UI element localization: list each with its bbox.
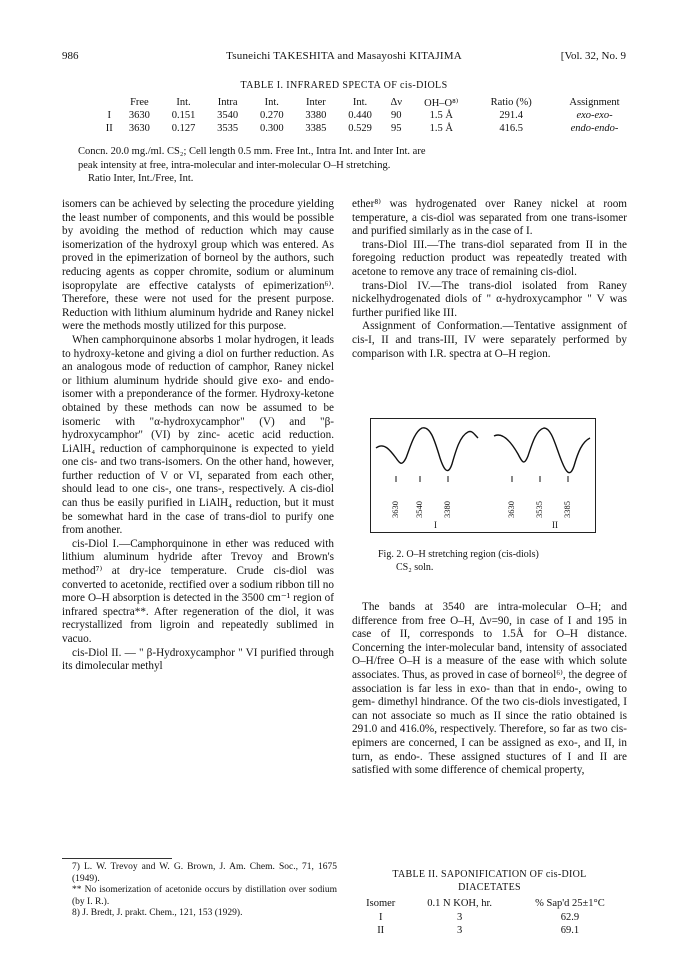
paragraph: Assignment of Conformation.—Tentative assignment of cis-I, II and trans-III, IV were separately performed by comparison with I.R. spectra at O–H region. [352, 320, 627, 360]
peak-label: 3385 [562, 501, 572, 518]
table1-cell: 0.529 [348, 123, 372, 134]
table1-cell: endo-endo- [570, 123, 619, 134]
paragraph: cis-Diol I.—Camphorquinone in ether was reduced with lithium aluminum hydride after Trevoy and Brown's method⁷⁾ at dry-ice temperature. Crude cis-diol was converted to acetonide, rectified over a sodium ribbon till no more O–H absorption is detected in the 3500 cm⁻¹ region of infrared spectra**. After regeneration of the diol, it was recrystallized from ligroin and repeatedly sublimed in vacuo. [62, 537, 334, 645]
table2-cell: 69.1 [560, 925, 580, 937]
table-row [100, 122, 640, 135]
paragraph: isomers can be achieved by selecting the procedure yielding the least number of components, and this would be possible by avoiding the method of reduction which may cause isomerization of the hydroxyl group which was entered. As proved in the epimerization of borneol by the authors, such reducing agents as copper chromite, sodium or aluminum isopropylate are effective catalysts of epimerization⁶⁾. Therefore, these were not used for the present purpose. Reduction with lithium aluminum hydride and Raney nickel were the methods mostly utilized for this purpose. [62, 198, 334, 333]
paragraph: trans-Diol III.—The trans-diol separated from II in the foregoing reduction product was repeatedly treated with acetone to remove any trace of remaining cis-diol. [352, 238, 627, 278]
table1-header-cell: Int. [264, 97, 279, 108]
table1-cell: 3540 [217, 110, 239, 121]
table1-cell: 1.5 Å [429, 123, 453, 134]
table1 [100, 96, 640, 135]
table2-caption [352, 868, 627, 894]
table1-caption: TABLE I. INFRARED SPECTA OF cis-DIOLS [240, 80, 448, 91]
table2-header-cell: 0.1 N KOH, hr. [427, 898, 493, 910]
table1-header-cell: Assignment [569, 97, 620, 108]
table2-header-cell: Isomer [366, 898, 396, 910]
table2-cell: I [378, 911, 383, 923]
volume-info: [Vol. 32, No. 9 [560, 50, 626, 62]
table1-cell: 0.127 [171, 123, 196, 134]
table1-header-cell: OH–O⁸⁾ [424, 97, 459, 109]
page-number: 986 [62, 50, 79, 62]
table2-cell: II [377, 925, 385, 937]
paragraph: The bands at 3540 are intra-molecular O–H; and difference from free O–H, Δν=90, in case of I and 195 in case of II, corresponds to 1.5Å for O–H distance. Concerning the inter-molecular band, intensity of associated O–H/free O–H is a measure of the ease with which solute associates. Thus, as proved in case of borneol⁶⁾, the degree of association is far less in exo- than that in endo-, owing to gem- dimethyl hindrance. Of the two cis-diols investigated, I can not associate so much as II since the ratio obtained is 291.0 and 416.0%, respectively. Therefore, so far as two cis-epimers are concerned, I can be assigned as exo-, and II, in turn, as endo-. These assigned stuctures of I and II are satisfied with some difference of chemical property, [352, 601, 627, 777]
footnotes [62, 862, 337, 920]
table2-cell: 62.9 [560, 911, 580, 923]
table2-header-row [355, 897, 627, 911]
ir-spectrum-figure [370, 418, 596, 533]
table1-cell: 1.5 Å [429, 110, 453, 121]
table1-cell: II [105, 123, 113, 134]
table2-header-cell: % Sap'd 25±1°C [535, 898, 605, 910]
table1-header-cell: Free [130, 97, 149, 108]
left-column [62, 198, 334, 674]
table1-header-cell: Int. [176, 97, 191, 108]
paragraph: trans-Diol IV.—The trans-diol isolated from Raney nickelhydrogenated diols of " α-hydroxycamphor " V was further purified like III. [352, 279, 627, 319]
peak-label: 3630 [506, 501, 516, 518]
table-row [355, 924, 627, 938]
paragraph: cis-Diol II. — " β-Hydroxycamphor " VI purified through its dimolecular methyl [62, 646, 334, 673]
spectrum-curve-II [494, 428, 590, 473]
table1-note-line: Concn. 20.0 mg./ml. CS₂; Cell length 0.5 mm. Free Int., Intra Int. and Inter Int. are [78, 146, 426, 157]
table1-cell: 0.440 [348, 110, 372, 121]
footnote-rule [62, 858, 172, 859]
footnote: ** No isomerization of acetonide occurs by distillation over sodium (by I. R.). [72, 885, 337, 907]
table1-cell: 3385 [305, 123, 327, 134]
figure-caption-line: CS₂ soln. [396, 561, 434, 573]
table1-cell: 95 [390, 123, 402, 134]
table1-cell: 416.5 [499, 123, 523, 134]
table1-cell: I [107, 110, 111, 121]
figure-caption-line: Fig. 2. O–H stretching region (cis-diols) [378, 549, 539, 560]
peak-label: 3535 [534, 501, 544, 518]
peak-label: 3540 [414, 501, 424, 518]
running-title: Tsuneichi TAKESHITA and Masayoshi KITAJIMA [226, 50, 462, 62]
table2-caption-line: TABLE II. SAPONIFICATION OF cis-DIOL [392, 869, 587, 880]
table1-header-cell [100, 96, 118, 109]
table1-header-cell: Ratio (%) [490, 97, 532, 108]
spectrum-label-I: I [434, 520, 437, 530]
table1-cell: 3380 [305, 110, 327, 121]
right-column-top [352, 198, 627, 361]
spectrum-label-II: II [552, 520, 558, 530]
right-column-bottom [352, 601, 627, 778]
peak-label: 3380 [442, 501, 452, 518]
table1-header-cell: Δν [390, 97, 402, 108]
table1-note-line: peak intensity at free, intra-molecular and inter-molecular O–H stretching. [78, 159, 391, 171]
spectrum-curve-I [376, 428, 478, 471]
table1-note [78, 145, 644, 186]
table1-cell: 291.4 [499, 110, 523, 121]
paragraph: When camphorquinone absorbs 1 molar hydrogen, it leads to hydroxy-ketone and giving a diol on further reduction. As an analogous mode of reduction of camphor, Raney nickel or lithium aluminum hydride should give exo- and endo- isomer with a preponderance of the former. Hydroxy-ketone obtained by these methods can now be assumed to be isomeric with "α-hydroxycamphor" (V) and "β-hydroxycamphor" (VI) by zinc- acetic acid reduction. LiAlH₄ reduction of camphorquinone is expected to yield one cis- and two trans-isomers. On the other hand, however, further reduction of V or VI, separated from each other, should lead to one cis-, one trans-, respectively. A cis-diol can thus be easily purified in LiAlH₄ reduction, but it must be somewhat hard in the case of trans-diol to purify one from another. [62, 333, 334, 537]
table1-cell: 3535 [217, 123, 239, 134]
table2-cell: 3 [457, 911, 463, 923]
table2-cell: 3 [457, 925, 463, 937]
table1-cell: 0.151 [171, 110, 196, 121]
table1-cell: 3630 [128, 123, 150, 134]
table1-cell: 3630 [128, 110, 150, 121]
peak-label: 3630 [390, 501, 400, 518]
table1-header-cell: Intra [217, 97, 238, 108]
footnote: 7) L. W. Trevoy and W. G. Brown, J. Am. Chem. Soc., 71, 1675 (1949). [72, 862, 337, 884]
table1-cell: 0.300 [259, 123, 284, 134]
table1-cell: 0.270 [259, 110, 284, 121]
table1-cell: 90 [390, 110, 402, 121]
table2 [355, 897, 627, 938]
table1-header-cell: Int. [352, 97, 368, 108]
table-row [355, 911, 627, 925]
table2-caption-line: DIACETATES [458, 882, 521, 893]
footnote: 8) J. Bredt, J. prakt. Chem., 121, 153 (1929). [72, 908, 243, 918]
table1-note-line: Ratio Inter, Int./Free, Int. [88, 173, 194, 184]
table-row [100, 109, 640, 122]
table1-cell: exo-exo- [576, 110, 613, 121]
figure-caption [378, 549, 626, 574]
paragraph: ether⁸⁾ was hydrogenated over Raney nickel at room temperature, a cis-diol was separated from one trans-isomer and purified similarly as in the case of I. [352, 198, 627, 238]
running-header [62, 50, 626, 66]
table1-header-row [100, 96, 640, 109]
table1-header-cell: Inter [305, 97, 326, 108]
